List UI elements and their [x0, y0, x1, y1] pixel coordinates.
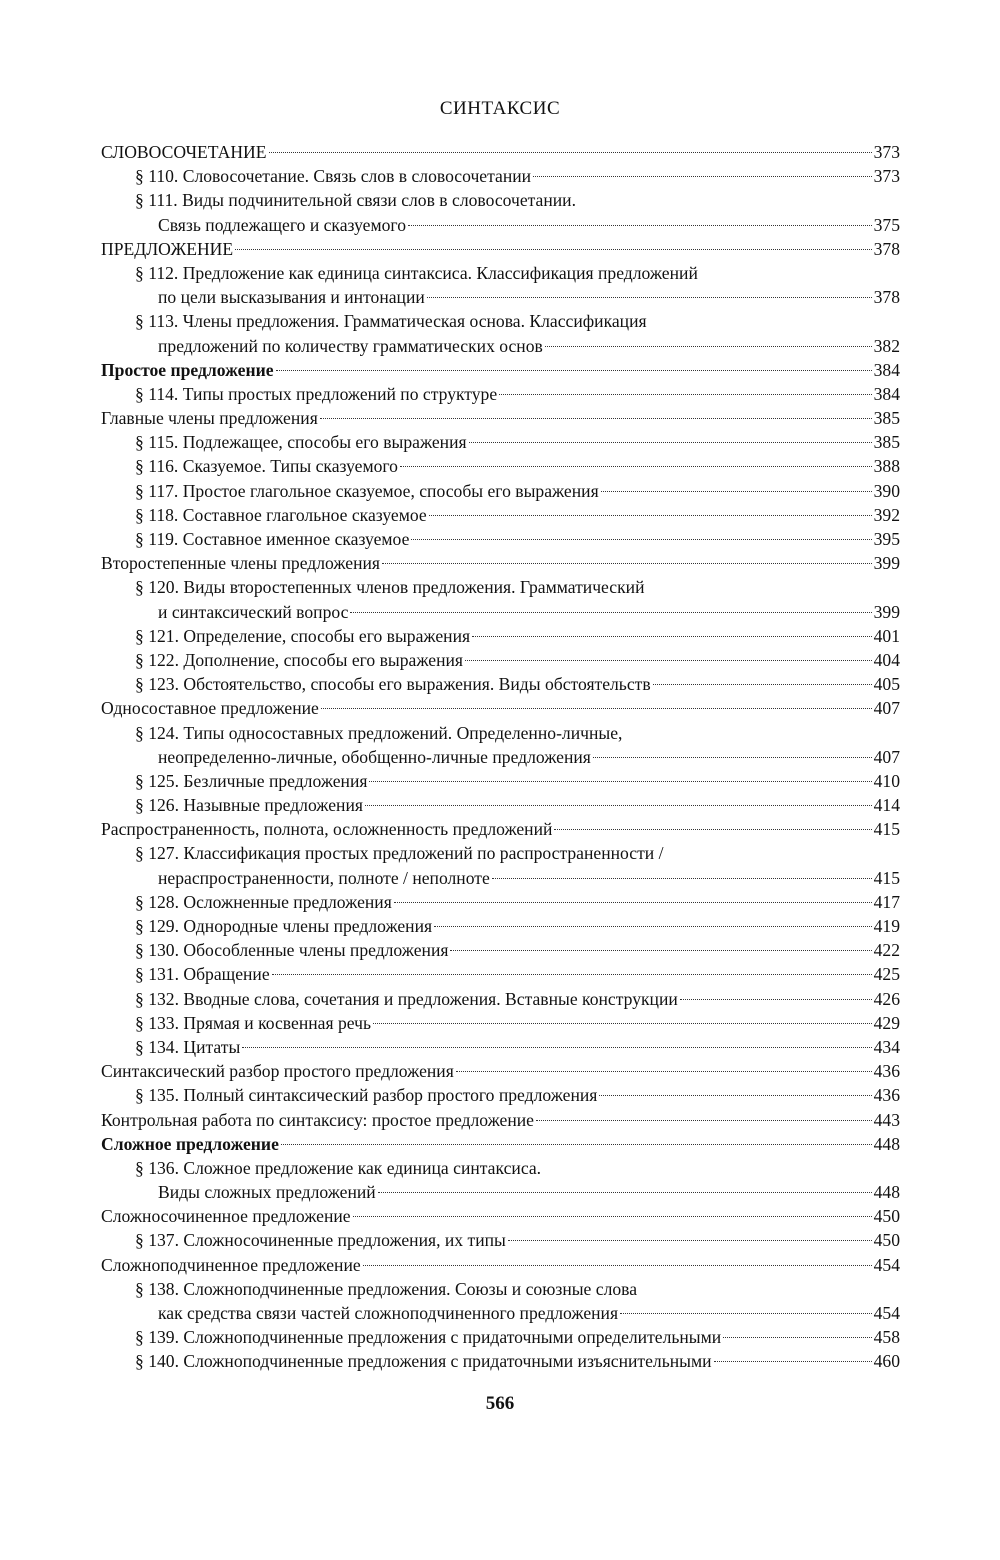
toc-page-number: 385	[873, 432, 900, 453]
toc-page-number: 448	[873, 1133, 900, 1154]
toc-page-number: 395	[873, 529, 900, 549]
toc-entry	[101, 188, 900, 212]
toc-entry-text: Простое предложение	[101, 359, 274, 380]
section-title: СИНТАКСИС	[439, 98, 561, 119]
dot-leader	[408, 225, 872, 226]
toc-entry-text: § 121. Определение, способы его выражения	[135, 625, 471, 646]
toc-entry-text: и синтаксический вопрос	[158, 601, 349, 622]
toc-page-number: 415	[873, 867, 900, 888]
toc-entry	[101, 1228, 900, 1252]
toc-entry-text: § 120. Виды второстепенных членов предложения. Грамматический	[135, 577, 645, 598]
toc-page-number: 429	[873, 1012, 900, 1033]
toc-heading	[101, 817, 900, 841]
toc-page-number: 373	[873, 142, 900, 162]
dot-leader	[369, 781, 871, 782]
toc-entry	[101, 1301, 900, 1325]
dot-leader	[242, 1047, 871, 1048]
toc-entry	[101, 721, 900, 745]
toc-entry-text: § 139. Сложноподчиненные предложения с придаточными определительными	[135, 1327, 722, 1348]
toc-entry-text: § 130. Обособленные члены предложения	[135, 940, 449, 961]
toc-page-number: 373	[873, 166, 900, 187]
dot-leader	[350, 612, 871, 613]
toc-page-number: 415	[873, 819, 900, 840]
toc-entry	[101, 1325, 900, 1349]
toc-page-number: 422	[873, 940, 900, 961]
toc-entry	[101, 600, 900, 624]
toc-entry-text: § 114. Типы простых предложений по структуре	[135, 383, 498, 404]
toc-entry-text: § 132. Вводные слова, сочетания и предложения. Вставные конструкции	[135, 988, 678, 1009]
toc-heading	[101, 1108, 900, 1132]
toc-page-number: 450	[873, 1206, 900, 1227]
dot-leader	[533, 176, 872, 177]
toc-entry	[101, 285, 900, 309]
dot-leader	[400, 466, 872, 467]
toc-page-number: 375	[873, 214, 900, 235]
toc-entry	[101, 1011, 900, 1035]
toc-page-number: 454	[873, 1303, 900, 1323]
dot-leader	[434, 926, 872, 927]
toc-entry-text: Сложноподчиненное предложение	[101, 1254, 361, 1275]
toc-page-number: 404	[873, 649, 900, 670]
toc-entry-text: предложений по количеству грамматических основ	[158, 335, 543, 356]
toc-page-number: 410	[873, 770, 900, 791]
toc-page-number: 448	[873, 1182, 900, 1203]
toc-page-number: 378	[873, 238, 900, 259]
toc-entry-text: Сложносочиненное предложение	[101, 1206, 351, 1227]
toc-entry-text: § 126. Назывные предложения	[135, 795, 363, 816]
toc-page-number: 405	[873, 674, 900, 695]
dot-leader	[373, 1023, 872, 1024]
toc-entry-text: § 122. Дополнение, способы его выражения	[135, 649, 464, 670]
toc-entry	[101, 164, 900, 188]
toc-page-number: 460	[873, 1351, 900, 1372]
toc-heading	[101, 358, 900, 382]
toc-entry-text: § 115. Подлежащее, способы его выражения	[135, 432, 467, 453]
dot-leader	[545, 346, 872, 347]
dot-leader	[492, 878, 872, 879]
dot-leader	[680, 999, 872, 1000]
toc-entry	[101, 575, 900, 599]
toc-entry	[101, 890, 900, 914]
toc-heading	[101, 1059, 900, 1083]
toc-entry	[101, 866, 900, 890]
toc-entry-text: Связь подлежащего и сказуемого	[158, 214, 406, 235]
toc-entry	[101, 213, 900, 237]
toc-entry	[101, 1277, 900, 1301]
dot-leader	[320, 418, 872, 419]
toc-page-number: 399	[873, 601, 900, 622]
toc-heading	[101, 1253, 900, 1277]
toc-entry-text: § 137. Сложносочиненные предложения, их типы	[135, 1230, 506, 1251]
toc-page-number: 436	[873, 1085, 900, 1106]
dot-leader	[365, 805, 872, 806]
toc-entry	[101, 1156, 900, 1180]
toc-entry	[101, 454, 900, 478]
dot-leader	[427, 297, 872, 298]
dot-leader	[235, 249, 872, 250]
toc-entry-text: § 129. Однородные члены предложения	[135, 916, 433, 936]
toc-entry	[101, 334, 900, 358]
toc-entry-text: § 112. Предложение как единица синтаксиса. Классификация предложений	[135, 262, 698, 283]
toc-page-number: 434	[873, 1036, 900, 1057]
toc-entry-text: Главные члены предложения	[101, 408, 318, 429]
toc-entry	[101, 479, 900, 503]
dot-leader	[456, 1071, 872, 1072]
dot-leader	[272, 974, 872, 975]
toc-entry	[101, 1083, 900, 1107]
toc-entry	[101, 745, 900, 769]
toc-entry-text: § 140. Сложноподчиненные предложения с придаточными изъяснительными	[135, 1351, 712, 1372]
toc-entry-text: § 116. Сказуемое. Типы сказуемого	[135, 456, 398, 477]
dot-leader	[554, 829, 871, 830]
toc-entry-text: Синтаксический разбор простого предложения	[101, 1061, 454, 1082]
toc-page-number: 436	[873, 1061, 900, 1082]
toc-entry-text: ПРЕДЛОЖЕНИЕ	[101, 238, 234, 259]
toc-entry	[101, 261, 900, 285]
toc-entry-text: нераспространенности, полноте / неполноте	[158, 867, 490, 888]
toc-page-number: 384	[873, 359, 900, 380]
toc-page-number: 414	[873, 795, 900, 816]
toc-entry	[101, 914, 900, 938]
toc-entry-text: § 110. Словосочетание. Связь слов в словосочетании	[135, 166, 532, 187]
toc-entry	[101, 648, 900, 672]
toc-page-number: 450	[873, 1230, 900, 1251]
dot-leader	[363, 1265, 872, 1266]
toc-entry-text: § 125. Безличные предложения	[135, 770, 368, 791]
toc-entry	[101, 962, 900, 986]
dot-leader	[599, 1095, 871, 1096]
toc-entry	[101, 793, 900, 817]
toc-page-number: 392	[873, 504, 900, 525]
dot-leader	[378, 1192, 872, 1193]
toc-entry-text: неопределенно-личные, обобщенно-личные предложения	[158, 746, 591, 767]
toc-heading	[101, 696, 900, 720]
toc-entry-text: § 133. Прямая и косвенная речь	[135, 1012, 371, 1033]
dot-leader	[353, 1216, 872, 1217]
dot-leader	[499, 394, 871, 395]
toc-entry	[101, 503, 900, 527]
toc-entry-text: Сложное предложение	[101, 1133, 279, 1154]
toc-entry-text: § 119. Составное именное сказуемое	[135, 529, 410, 549]
toc-entry	[101, 672, 900, 696]
toc-entry-text: § 118. Составное глагольное сказуемое	[135, 504, 427, 525]
dot-leader	[465, 660, 872, 661]
toc-page-number: 425	[873, 964, 900, 985]
toc-entry-text: § 127. Классификация простых предложений по распространенности /	[135, 843, 664, 864]
dot-leader	[281, 1144, 872, 1145]
dot-leader	[394, 902, 872, 903]
toc-entry-text: § 117. Простое глагольное сказуемое, способы его выражения	[135, 480, 599, 501]
toc-entry	[101, 382, 900, 406]
dot-leader	[450, 950, 871, 951]
toc-entry	[101, 309, 900, 333]
toc-page-number: 417	[873, 891, 900, 912]
toc-page-number: 407	[873, 698, 900, 719]
dot-leader	[382, 563, 872, 564]
toc-heading	[101, 1132, 900, 1156]
toc-entry-text: как средства связи частей сложноподчиненного предложения	[158, 1303, 619, 1323]
toc-entry	[101, 769, 900, 793]
toc-entry	[101, 624, 900, 648]
toc-heading	[101, 406, 900, 430]
toc-entry	[101, 987, 900, 1011]
toc-entry	[101, 527, 900, 551]
dot-leader	[536, 1120, 872, 1121]
toc-heading	[101, 1204, 900, 1228]
toc-page-number: 454	[873, 1254, 900, 1275]
dot-leader	[723, 1337, 871, 1338]
dot-leader	[321, 708, 872, 709]
toc-entry-text: § 124. Типы односоставных предложений. Определенно-личные,	[135, 722, 623, 743]
toc-entry-text: § 111. Виды подчинительной связи слов в словосочетании.	[135, 190, 576, 211]
toc-entry-text: Виды сложных предложений	[158, 1182, 376, 1203]
dot-leader	[601, 491, 872, 492]
dot-leader	[714, 1361, 872, 1362]
toc-entry-text: § 131. Обращение	[135, 964, 270, 985]
dot-leader	[411, 539, 871, 540]
toc-entry-text: Односоставное предложение	[101, 698, 319, 719]
dot-leader	[593, 757, 872, 758]
dot-leader	[620, 1313, 872, 1314]
toc-entry	[101, 430, 900, 454]
table-of-contents	[101, 140, 900, 1374]
toc-page-number: 388	[873, 456, 900, 477]
toc-page-number: 385	[873, 408, 900, 429]
toc-entry-text: СЛОВОСОЧЕТАНИЕ	[101, 142, 267, 162]
toc-page-number: 378	[873, 287, 900, 308]
dot-leader	[429, 515, 872, 516]
toc-entry-text: § 113. Члены предложения. Грамматическая основа. Классификация	[135, 311, 647, 332]
toc-page-number: 426	[873, 988, 900, 1009]
toc-heading	[101, 140, 900, 164]
toc-entry-text: § 128. Осложненные предложения	[135, 891, 392, 912]
toc-heading	[101, 237, 900, 261]
dot-leader	[469, 442, 872, 443]
toc-page-number: 382	[873, 335, 900, 356]
toc-entry-text: Контрольная работа по синтаксису: простое предложение	[101, 1109, 534, 1130]
toc-entry-text: Распространенность, полнота, осложненность предложений	[101, 819, 553, 840]
toc-page-number: 458	[873, 1327, 900, 1348]
dot-leader	[269, 152, 872, 153]
toc-entry-text: § 138. Сложноподчиненные предложения. Союзы и союзные слова	[135, 1278, 638, 1299]
dot-leader	[653, 684, 872, 685]
toc-page-number: 419	[873, 916, 900, 936]
toc-page-number: 390	[873, 480, 900, 501]
toc-entry	[101, 938, 900, 962]
toc-entry-text: § 134. Цитаты	[135, 1036, 241, 1057]
dot-leader	[472, 636, 872, 637]
toc-entry-text: § 136. Сложное предложение как единица синтаксиса.	[135, 1157, 542, 1178]
toc-page-number: 399	[873, 553, 900, 574]
toc-entry-text: по цели высказывания и интонации	[158, 287, 425, 308]
toc-entry	[101, 1180, 900, 1204]
page-number: 566	[485, 1393, 515, 1414]
dot-leader	[508, 1240, 872, 1241]
toc-page-number: 384	[873, 383, 900, 404]
toc-heading	[101, 551, 900, 575]
dot-leader	[276, 370, 872, 371]
toc-entry-text: § 123. Обстоятельство, способы его выражения. Виды обстоятельств	[135, 674, 651, 695]
toc-entry	[101, 1349, 900, 1373]
toc-page-number: 407	[873, 746, 900, 767]
toc-entry-text: Второстепенные члены предложения	[101, 553, 381, 574]
toc-entry-text: § 135. Полный синтаксический разбор простого предложения	[135, 1085, 598, 1106]
toc-entry	[101, 1035, 900, 1059]
toc-entry	[101, 841, 900, 865]
toc-page-number: 443	[873, 1109, 900, 1130]
toc-page-number: 401	[873, 625, 900, 646]
